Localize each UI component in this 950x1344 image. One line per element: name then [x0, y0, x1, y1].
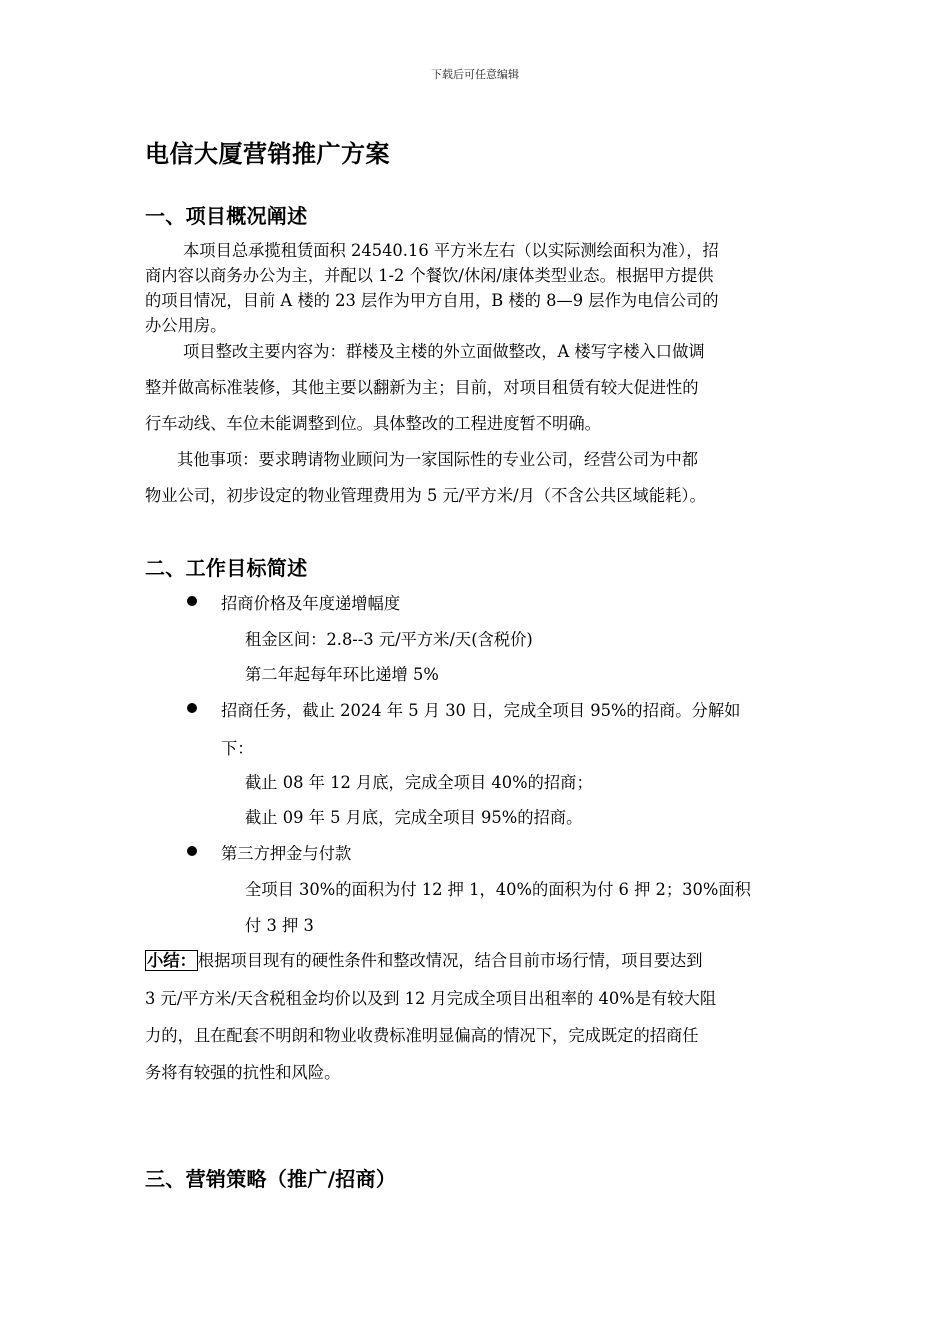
list-item-leasing-task: 招商任务，截止 2024 年 5 月 30 日，完成全项目 95%的招商。分解如	[221, 701, 741, 720]
summary-line: 力的，且在配套不明朗和物业收费标准明显偏高的情况下，完成既定的招商任	[145, 1026, 699, 1045]
paragraph-line: 其他事项：要求聘请物业顾问为一家国际性的专业公司，经营公司为中都	[177, 450, 699, 469]
list-subitem: 截止 09 年 5 月底，完成全项目 95%的招商。	[245, 808, 583, 827]
section-heading-goals: 二、工作目标简述	[145, 556, 308, 580]
section-heading-overview: 一、项目概况阐述	[145, 204, 308, 228]
paragraph-line: 商内容以商务办公为主，并配以 1-2 个餐饮/休闲/康体类型业态。根据甲方提供	[145, 266, 714, 285]
summary-label: 小结：	[147, 951, 196, 970]
paragraph-line: 行车动线、车位未能调整到位。具体整改的工程进度暂不明确。	[145, 414, 601, 433]
section-heading-strategy: 三、营销策略（推广/招商）	[145, 1167, 397, 1191]
summary-line: 3 元/平方米/天含税租金均价以及到 12 月完成全项目出租率的 40%是有较大阻	[145, 989, 717, 1008]
list-item-pricing: 招商价格及年度递增幅度	[221, 594, 401, 613]
list-subitem: 第二年起每年环比递增 5%	[245, 665, 439, 684]
paragraph-line: 本项目总承揽租赁面积 24540.16 平方米左右（以实际测绘面积为准），招	[183, 241, 719, 260]
paragraph-line: 的项目情况，目前 A 楼的 23 层作为甲方自用，B 楼的 8—9 层作为电信公司的	[145, 291, 719, 310]
summary-line	[145, 947, 703, 971]
summary-text: 根据项目现有的硬性条件和整改情况，结合目前市场行情，项目要达到	[197, 951, 703, 970]
paragraph-line: 办公用房。	[145, 316, 227, 335]
paragraph-line: 物业公司，初步设定的物业管理费用为 5 元/平方米/月（不含公共区域能耗）。	[145, 486, 706, 505]
document-title: 电信大厦营销推广方案	[145, 139, 390, 168]
bullet-dot-icon	[187, 846, 197, 856]
bullet-dot-icon	[187, 703, 197, 713]
list-subitem: 全项目 30%的面积为付 12 押 1，40%的面积为付 6 押 2；30%面积	[245, 880, 751, 899]
list-subitem: 租金区间：2.8--3 元/平方米/天(含税价)	[245, 630, 533, 649]
bullet-dot-icon	[187, 596, 197, 606]
list-item-deposit: 第三方押金与付款	[221, 844, 352, 863]
list-subitem: 付 3 押 3	[245, 916, 314, 935]
paragraph-line: 整并做高标准装修，其他主要以翻新为主；目前，对项目租赁有较大促进性的	[145, 378, 699, 397]
list-item-leasing-task-cont: 下：	[221, 739, 254, 758]
summary-line: 务将有较强的抗性和风险。	[145, 1063, 341, 1082]
list-subitem: 截止 08 年 12 月底，完成全项目 40%的招商；	[245, 773, 593, 792]
paragraph-line: 项目整改主要内容为：群楼及主楼的外立面做整改，A 楼写字楼入口做调	[183, 342, 705, 361]
header-note: 下载后可任意编辑	[431, 68, 519, 81]
